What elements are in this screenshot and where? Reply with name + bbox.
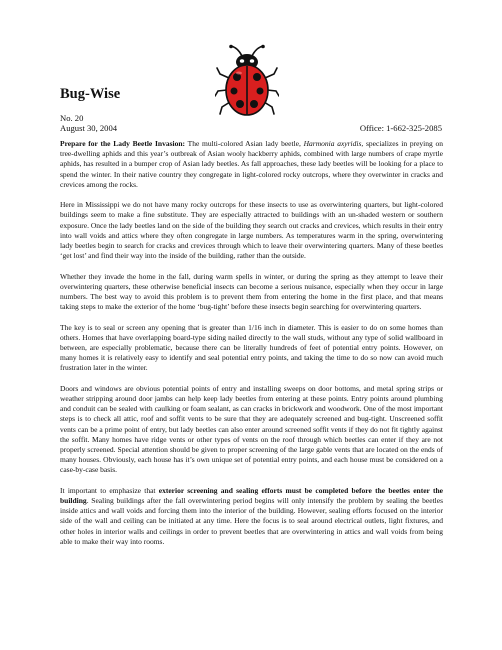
paragraph-6: It important to emphasize that exterior screening and sealing efforts must be completed before the beetles enter the building. Sealing buildings after the fall overwintering period begins will only intensify the problem by sealing the beetles inside attics and wall voids and forcing them into the interior of the building. However, sealing efforts focused on the interior side of the wall and ceiling can be initiated at any time. Here the focus is to seal around electrical outlets, light fixtures, and other holes in interior walls and ceilings in order to prevent beetles that are overwintering in attics and wall voids from being able to make their way into rooms. [60, 485, 444, 546]
newsletter-title: Bug-Wise [60, 86, 121, 102]
office-phone: Office: 1-662-325-2085 [359, 123, 442, 133]
ladybug-icon [215, 44, 279, 120]
issue-date: August 30, 2004 [60, 123, 118, 133]
paragraph-2: Here in Mississippi we do not have many rocky outcrops for these insects to use as overwintering quarters, but light-colored buildings seem to make a fine substitute. They are especially attracted to buildings with an un-shaded western or southern exposure. Once the lady beetles land on the side of the building they search out cracks and crevices, which results in their entry into wall voids and attics where they often congregate in large numbers. As temperatures warm in the spring, overwintering lady beetles begin to search for cracks and crevices through which to leave their overwintering quarters. Many of these beetles ‘get lost’ and find their way into the inside of the building, rather than the outside. [60, 200, 443, 261]
species-name: Harmonia axyridis [303, 139, 362, 148]
issue-meta-row [60, 123, 442, 133]
issue-number: No. 20 [60, 113, 84, 123]
paragraph-4: The key is to seal or screen any opening that is greater than 1/16 inch in diameter. This is easier to do on some homes than others. Homes that have overlapping board-type siding nailed directly to the wall studs, without any type of solid wallboard in between, are especially problematic, because there can be literally hundreds of feet of potential entry points. However, on many homes it is relatively easy to identify and seal potential entry points, and taking the time to do so now can avoid much frustration later in the winter. [60, 322, 443, 373]
paragraph-1: Prepare for the Lady Beetle Invasion: The multi-colored Asian lady beetle, Harmonia axyridis, specializes in preying on tree-dwelling aphids and this year’s outbreak of Asian wooly hackberry aphids, combined with large numbers of crape myrtle aphids, has resulted in a bumper crop of Asian lady beetles. As fall approaches, these lady beetles will be looking for a place to spend the winter. In their native country they congregate in light-colored rocky outcrops, where they overwinter in cracks and crevices among the rocks. [60, 139, 443, 189]
paragraph-3: Whether they invade the home in the fall, during warm spells in winter, or during the spring as they attempt to leave their overwintering quarters, these otherwise beneficial insects can become a serious nuisance, especially when they occur in large numbers. The best way to avoid this problem is to prevent them from entering the home in the first place, and that means taking steps to make the exterior of the home ‘bug-tight’ before these insects begin searching for overwintering quarters. [60, 271, 443, 312]
paragraph-5: Doors and windows are obvious potential points of entry and installing sweeps on door bottoms, and metal spring strips or weather stripping around door jambs can help keep lady beetles from entering at these points. Entry points around plumbing and conduit can be sealed with caulking or foam sealant, as can cracks in brickwork and woodwork. One of the most important steps is to check all attic, roof and soffit vents to be sure that they are adequately screened and bug-tight. Unscreened soffit vents can be a prime point of entry, but lady beetles can also enter around screened soffit vents if they do not fit tightly against the soffit. Many homes have ridge vents or other types of vents on the roof through which beetles can enter if they are not properly screened. Special attention should be given to proper screening of the large gable vents that are located on the ends of many houses. Obviously, each house has it’s own unique set of potential entry points, and each house must be considered on a case-by-case basis. [60, 383, 443, 475]
emphasis-text: exterior screening and sealing efforts must be completed before the beetles enter the building [60, 485, 444, 506]
article-body [60, 139, 443, 557]
section-heading: Prepare for the Lady Beetle Invasion: [60, 139, 185, 148]
